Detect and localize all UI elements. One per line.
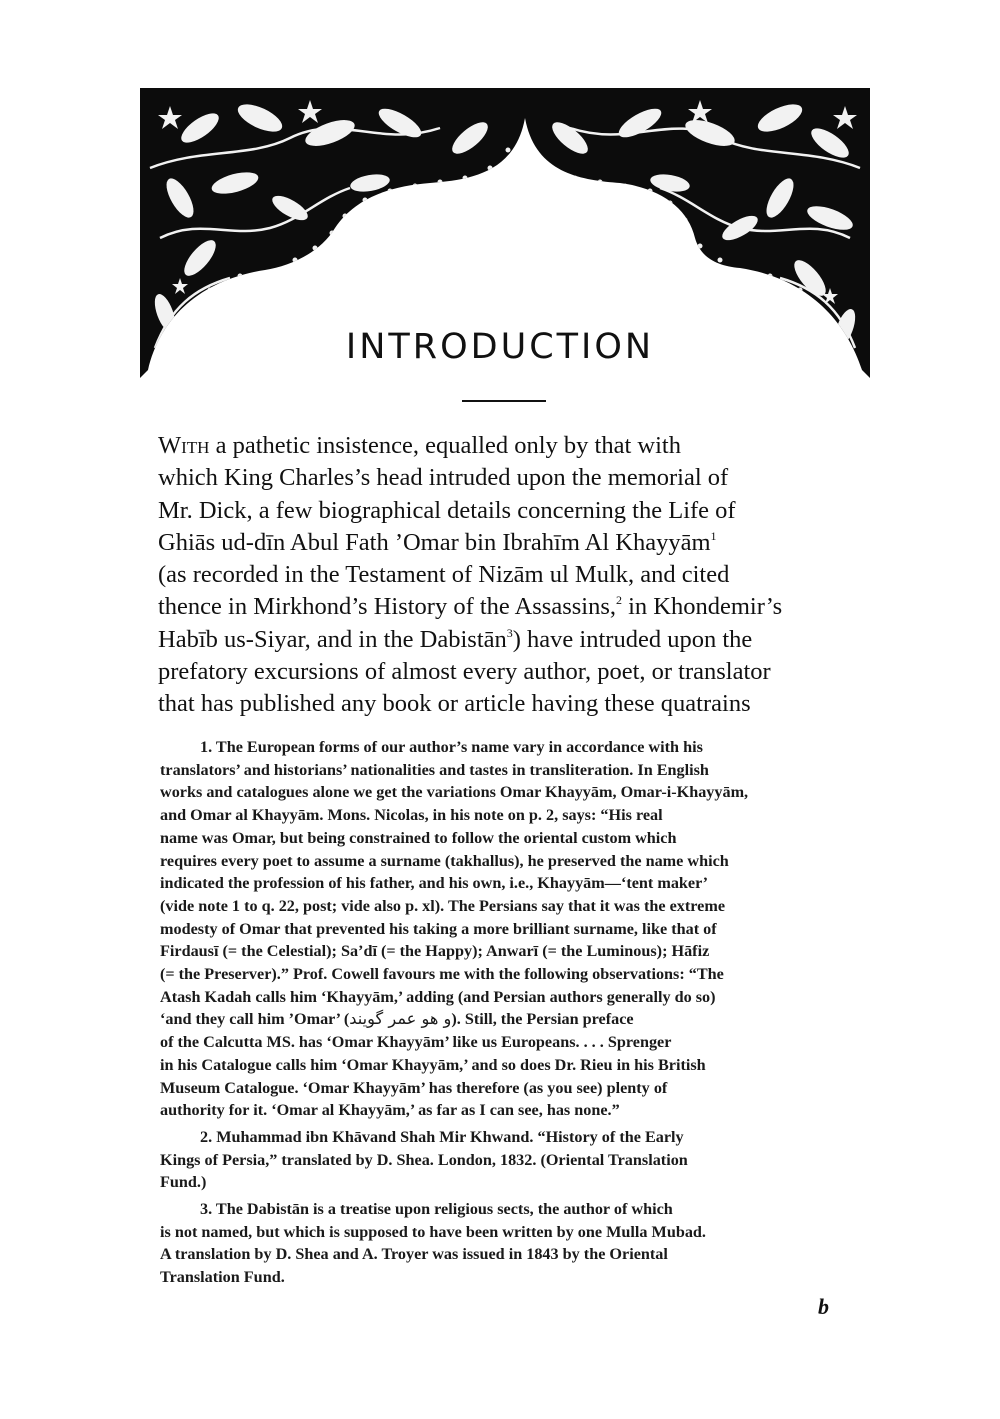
text-line: Mr. Dick, a few biographical details concerning the Life of [158,496,736,524]
text-line: Habīb us-Siyar, and in the Dabistān$^3$) have intruded upon the [158,625,753,653]
persian-phrase: و هو عمر گويند [349,1009,452,1029]
title-rule [462,400,546,402]
footnote-2: 2. Muhammad ibn Khāvand Shah Mir Khwand. “History of the Early Kings of Persia,” translated by D. Shea. London, 1832. (Oriental Translation Fund.) [160,1127,688,1192]
text-line: (as recorded in the Testament of Nizām ul Mulk, and cited [158,561,730,589]
footnote-ref-2: 2 [616,593,622,608]
text-line: prefatory excursions of almost every author, poet, or translator [158,658,771,686]
text-line: that has published any book or article having these quatrains [158,690,751,718]
footnote-1: 1. The European forms of our author’s name vary in accordance with his translators’ and historians’ nationalities and tastes in transliteration. In English works and catalogues alone we get the variations Omar Khayyām, Omar-i-Khayyām, and Omar al Khayyām. Mons. Nicolas, in his note on p. 2, says: “His real name was Omar, but being constrained to follow the oriental custom which requires every poet to assume a surname (takhallus), he preserved the name which indicated the profession of his father, and his own, i.e., Khayyām—‘tent maker’ (vide note 1 to q. 22, post; vide also p. xl). The Persians say that it was the extreme modesty of Omar that prevented his taking a more brilliant surname, like that of Firdausī (= the Celestial); Sa’dī (= the Happy); Anwarī (= the Luminous); Hāfiz (= the Preserver).” Prof. Cowell favours me with the following observations: “The Atash Kadah calls him ‘Khayyām,’ adding (and Persian authors generally do so) ‘and they call him ’Omar’ (و هو عمر گويند). Still, the Persian preface of the Calcutta MS. has ‘Omar Khayyām’ like us Europeans. . . . Sprenger in his Catalogue calls him ‘Omar Khayyām,’ and so does Dr. Rieu in his British Museum Catalogue. ‘Omar Khayyām’ has therefore (as you see) plenty of authority for it. ‘Omar al Khayyām,’ as far as I can see, has none.” [160,738,749,1120]
main-paragraph [158,430,856,721]
text-line: With a pathetic insistence, equalled only by that with [158,432,681,459]
page-signature: b [818,1294,829,1319]
text-line: which King Charles’s head intruded upon the memorial of [158,464,729,492]
footnote-3: 3. The Dabistān is a treatise upon religious sects, the author of which is not named, but which is supposed to have been written by one Mulla Mubad. A translation by D. Shea and A. Troyer was issued in 1843 by the Oriental Translation Fund. [160,1200,706,1287]
footnote-ref-3: 3 [506,625,513,640]
text-line: thence in Mirkhond’s History of the Assassins,$^2$ in Khondemir’s [158,593,783,621]
text-line: Ghiās ud-dīn Abul Fath ’Omar bin Ibrahīm Al Khayyām$^1$ [158,528,717,556]
page-title: INTRODUCTION [345,327,655,367]
footnote-ref-1: 1 [710,528,717,543]
footnotes [160,736,860,1293]
